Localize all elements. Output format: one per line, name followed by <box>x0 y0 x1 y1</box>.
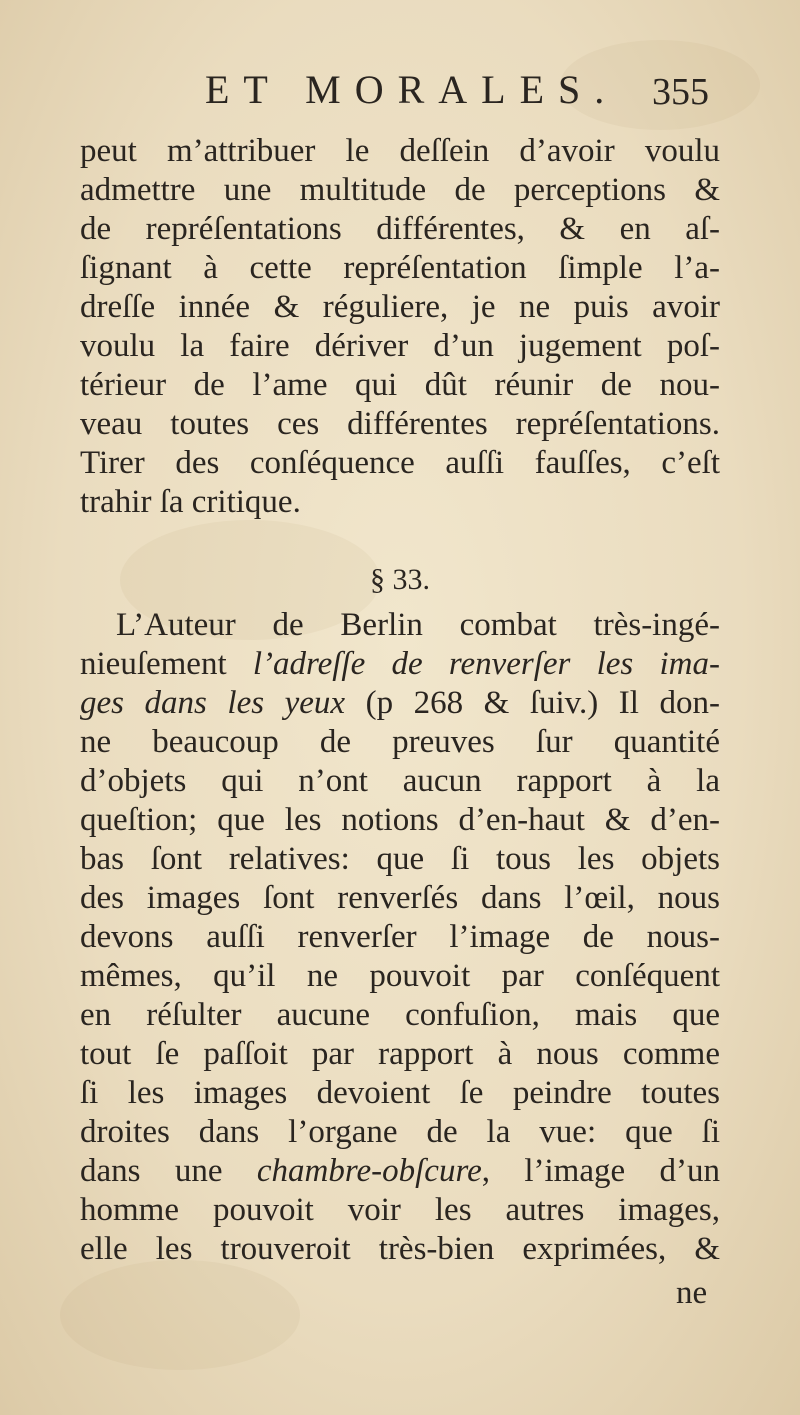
text-line: L’Auteur de Berlin combat très-ingé- <box>116 607 720 643</box>
text-line: ſi les images devoient ſe peindre toutes <box>80 1075 720 1111</box>
italic-phrase: chambre-obſcure <box>256 1153 482 1189</box>
text-run: , l’image d’un <box>481 1153 721 1189</box>
text-line: trahir ſa critique. <box>80 484 301 520</box>
text-line: veau toutes ces différentes repréſentations. <box>80 406 720 442</box>
text-run: nieuſement <box>80 646 253 682</box>
italic-phrase: l’adreſſe de renverſer les ima- <box>252 646 720 682</box>
text-line: homme pouvoit voir les autres images, <box>80 1192 720 1228</box>
section-heading: § 33. <box>370 563 430 596</box>
text-line: en réſulter aucune confuſion, mais que <box>80 997 720 1033</box>
paper-stain <box>60 1260 300 1370</box>
text-line: tout ſe paſſoit par rapport à nous comme <box>80 1036 720 1072</box>
running-title: ET MORALES. <box>205 67 619 112</box>
text-line: des images ſont renverſés dans l’œil, nous <box>80 880 720 916</box>
text-line: Tirer des conſéquence auſſi fauſſes, c’eſt <box>80 445 720 481</box>
text-run: (p 268 & ſuiv.) Il don- <box>345 685 720 721</box>
text-run: dans une <box>80 1153 257 1189</box>
text-line: admettre une multitude de perceptions & <box>80 172 720 208</box>
page-number: 355 <box>652 71 709 113</box>
text-line: queſtion; que les notions d’en-haut & d’en- <box>80 802 720 838</box>
text-line: elle les trouveroit très-bien exprimées, & <box>80 1231 720 1267</box>
catchword: ne <box>676 1275 708 1311</box>
text-line: devons auſſi renverſer l’image de nous- <box>80 919 720 955</box>
text-line: voulu la faire dériver d’un jugement poſ- <box>80 328 720 364</box>
text-line: d’objets qui n’ont aucun rapport à la <box>80 763 720 799</box>
text-line: droites dans l’organe de la vue: que ſi <box>80 1114 720 1150</box>
page-header <box>0 66 800 122</box>
paragraph-1 <box>80 132 720 522</box>
text-line: ſignant à cette repréſentation ſimple l’a- <box>80 250 720 286</box>
text-line: de repréſentations différentes, & en aſ- <box>80 211 720 247</box>
text-line <box>80 684 720 723</box>
text-line: dreſſe innée & réguliere, je ne puis avoir <box>80 289 720 325</box>
text-line: peut m’attribuer le deſſein d’avoir voulu <box>80 133 720 169</box>
italic-phrase: ges dans les yeux <box>80 685 346 721</box>
text-line: mêmes, qu’il ne pouvoit par conſéquent <box>80 958 720 994</box>
paragraph-2 <box>80 606 720 1269</box>
text-line: bas ſont relatives: que ſi tous les objets <box>80 841 720 877</box>
text-line: térieur de l’ame qui dût réunir de nou- <box>80 367 720 403</box>
text-line: ne beaucoup de preuves ſur quantité <box>80 724 720 760</box>
text-line <box>80 1152 720 1191</box>
text-line <box>80 645 720 684</box>
